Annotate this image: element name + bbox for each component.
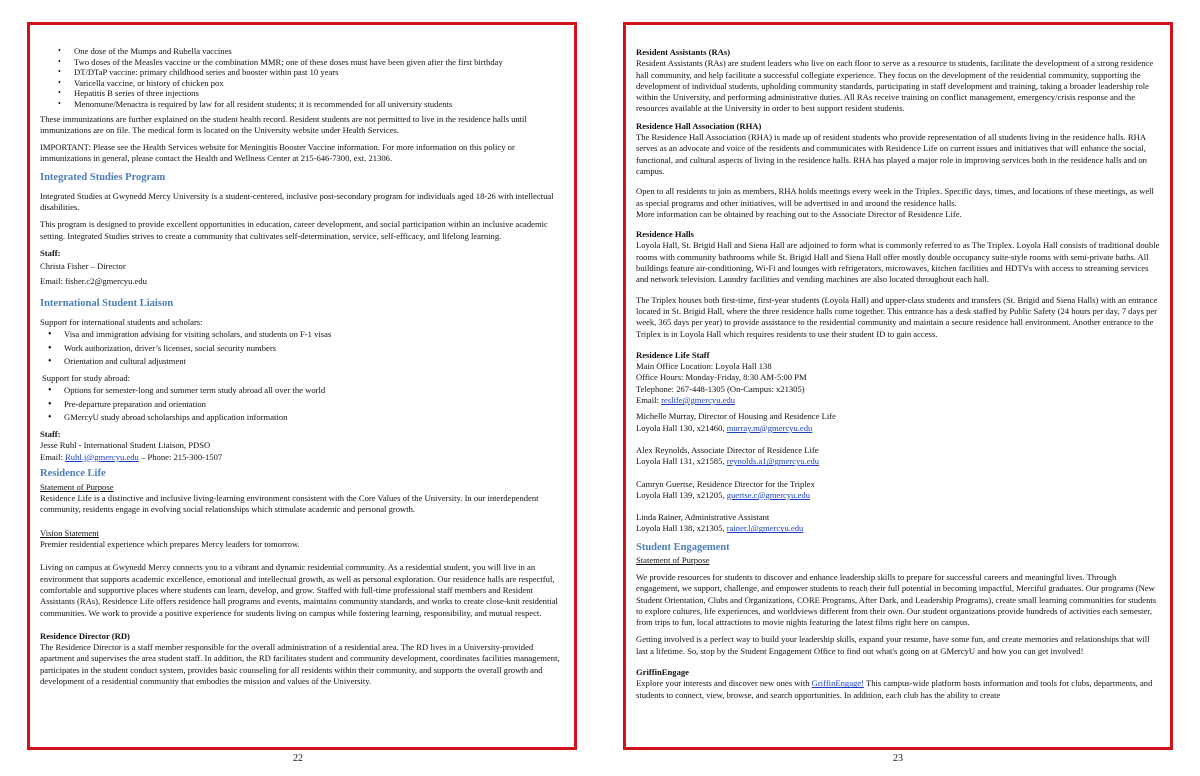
rha-open-text: Open to all residents to join as members, RHA holds meetings every week in the Triplex. Specific days, times, and locations of these meetings, as well as special programs and other initiatives, will be advertised in and around the residence halls. — [636, 186, 1154, 208]
list-item: • Work authorization, driver’s licenses, social security numbers — [40, 342, 566, 356]
integrated-studies-intro: Integrated Studies at Gwynedd Mercy University is a student-centered, inclusive post-secondary program for individuals aged 18-26 with intellectual disabilities. — [40, 190, 554, 213]
list-item: • Visa and immigration advising for visiting scholars, and students on F-1 visas — [40, 328, 566, 342]
rha-label: Residence Hall Association (RHA) — [636, 120, 762, 131]
staff-entry — [636, 411, 1160, 434]
list-item: • Menomune/Menactra is required by law for all resident students; it is recommended for all university students — [40, 99, 566, 110]
vision-label: Vision Statement — [40, 527, 99, 538]
halls-text: Loyola Hall, St. Brigid Hall and Siena Hall are adjoined to form what is commonly referred to as The Triplex. Loyola Hall consists of traditional double rooms with community bathrooms while St. Brigid Hall and Siena Hall offer mostly double occupancy suite-style rooms with semi-private baths. All buildings feature air-conditioning, Wi-Fi and lounges with refrigerators, microwaves, kitchen facilities and HDTVs with access to streaming services and network television. Laundry facilities and vending machines are also located throughout each hall. — [636, 240, 1160, 285]
staff-email-link[interactable]: rainer.l@gmercyu.edu — [726, 523, 804, 534]
rha-more-text: More information can be obtained by reaching out to the Associate Director of Residence Life. — [636, 208, 962, 219]
engagement-purpose-label: Statement of Purpose — [636, 554, 710, 565]
right-page — [623, 22, 1173, 750]
residence-life-heading: Residence Life — [40, 467, 106, 479]
griffinengage-text: Explore your interests and discover new ones with GriffinEngage! This campus-wide platform hosts information and tools for clubs, departments, and students to connect, view, browse, and search opportunities. In addition, each club has the ability to create — [636, 678, 1153, 700]
griffinengage-label: GriffinEngage — [636, 667, 689, 678]
list-item: • Hepatitis B series of three injections — [40, 88, 566, 99]
getting-involved-text: Getting involved is a perfect way to build your leadership skills, expand your resume, have some fun, and create memories and relationships that will last a lifetime. So, stop by the Student Engagement Office to find out what's going on at GMercyU and how you can get involved! — [636, 634, 1150, 656]
international-support-list — [40, 328, 566, 369]
immunization-note: These immunizations are further explained on the student health record. Resident students are not permitted to live in the residence halls until immunizations are on file. The medical form is located on the University website under Health Services. — [40, 113, 527, 135]
liaison-email-link[interactable]: Ruhl.j@gmercyu.edu — [65, 451, 139, 462]
residence-purpose-label: Statement of Purpose — [40, 481, 114, 492]
staff-entry — [636, 512, 1160, 535]
office-telephone: Telephone: 267-448-1305 (On-Campus: x21305) — [636, 383, 805, 394]
left-page — [27, 22, 577, 750]
living-on-campus-text: Living on campus at Gwynedd Mercy connects you to a vibrant and dynamic residential community. As a residential student, you will live in an environment that supports academic excellence, emotional and intellectual growth, as well as personal exploration. Our residence halls are respectful, comfortable and supportive places where students can learn, develop, and grow. Staffed with full-time professional staff members and Resident Assistants (RAs), Residence Life offers residence hall programs and events, maintains community standards, and works to create close-knit residential communities. We work to provide a positive experience for students living on campus while fostering learning, responsibility, and mutual respect. — [40, 562, 558, 618]
office-location: Main Office Location: Loyola Hall 138 — [636, 361, 772, 372]
list-item: • Options for semester-long and summer term study abroad all over the world — [40, 384, 566, 398]
staff-title: Alex Reynolds, Associate Director of Residence Life — [636, 444, 819, 455]
staff-title: Michelle Murray, Director of Housing and Residence Life — [636, 411, 836, 422]
vaccine-list — [40, 46, 566, 110]
res-life-staff-label: Residence Life Staff — [636, 349, 710, 360]
list-item: • One dose of the Mumps and Rubella vaccines — [40, 46, 566, 57]
international-liaison-heading: International Student Liaison — [40, 297, 174, 309]
halls-label: Residence Halls — [636, 229, 695, 240]
staff-email-link[interactable]: guertse.c@gmercyu.edu — [726, 489, 811, 500]
staff-title: Camryn Guertse, Residence Director for the Triplex — [636, 478, 815, 489]
staff-detail: Loyola Hall 139, x21205, guertse.c@gmercyu.edu — [636, 489, 811, 500]
list-item: • Pre-departure preparation and orientation — [40, 398, 566, 412]
ra-label: Resident Assistants (RAs) — [636, 47, 731, 57]
staff-detail: Loyola Hall 130, x21460, murray.m@gmercyu.edu — [636, 422, 813, 433]
integrated-staff-label: Staff: — [40, 247, 61, 258]
vision-text: Premier residential experience which prepares Mercy leaders for tomorrow. — [40, 539, 300, 550]
integrated-studies-heading: Integrated Studies Program — [40, 171, 166, 183]
page-number-left: 22 — [293, 753, 303, 764]
staff-detail: Loyola Hall 131, x21585, reynolds.a1@gmercyu.edu — [636, 456, 820, 467]
international-staff-label: Staff: — [40, 428, 61, 439]
staff-detail: Loyola Hall 138, x21305, rainer.l@gmercyu.edu — [636, 523, 804, 534]
international-contact: Email: Ruhl.j@gmercyu.edu – Phone: 215-300-1507 — [40, 451, 223, 462]
list-item: • GMercyU study abroad scholarships and application information — [40, 411, 566, 425]
staff-email-link[interactable]: reynolds.a1@gmercyu.edu — [726, 456, 820, 467]
ra-text: Resident Assistants (RAs) are student leaders who live on each floor to serve as a resource to students, facilitate the development of a strong residence hall community, and help facilitate a successful collegiate experience. They focus on the development of the residential community, supporting the development of individual students, upholding community standards, participating in staff development and training, taking a broader leadership role within the University, and performing administrative duties. All RAs receive training on conflict management, emergency/crisis response and the resources available at the University in order to best support resident students. — [636, 58, 1154, 114]
office-hours: Office Hours: Monday-Friday, 8:30 AM-5:00 PM — [636, 372, 807, 383]
list-item: • Two doses of the Measles vaccine or the combination MMR; one of these doses must have been given after the first birthday — [40, 57, 566, 68]
reslife-email-link[interactable]: reslife@gmercyu.edu — [661, 395, 736, 406]
list-item: • Orientation and cultural adjustment — [40, 355, 566, 369]
rd-text: The Residence Director is a staff member responsible for the overall administration of a residential area. The RD lives in a University-provided apartment and supervises the area student staff. In addition, the RD facilitates student and community development, coordinates facilities management, participates in the student conduct system, provides basic counseling for all residents within their community, and supports the overall growth and development of a residential community that embodies the mission and values of the University. — [40, 642, 560, 687]
integrated-staff-email: Email: fisher.c2@gmercyu.edu — [40, 275, 147, 286]
international-support-label: Support for international students and scholars: — [40, 316, 203, 327]
integrated-studies-description: This program is designed to provide excellent opportunities in education, career development, and social participation within an inclusive academic setting. Integrated Studies strives to create a community that cultivates self-determination, service, self-efficacy, and lifelong learning. — [40, 219, 548, 241]
office-email: Email: reslife@gmercyu.edu — [636, 395, 736, 406]
study-abroad-list — [40, 384, 566, 425]
list-item: • Varicella vaccine, or history of chicken pox — [40, 78, 566, 89]
staff-entry — [636, 479, 1160, 502]
study-abroad-label: Support for study abroad: — [42, 372, 131, 383]
rha-text: The Residence Hall Association (RHA) is made up of resident students who provide representation of all students living in the residence halls. RHA serves as an advocate and voice of the residents and communicates with Residence Life on current issues and initiatives that will enhance the social, functional, and cultural aspects of living in the residence halls. RHA has played a major role in improving services both in the residence halls and on campus. — [636, 132, 1147, 176]
staff-title: Linda Rainer, Administrative Assistant — [636, 512, 770, 523]
rd-label: Residence Director (RD) — [40, 630, 130, 641]
staff-entry — [636, 445, 1160, 468]
residence-purpose-text: Residence Life is a distinctive and inclusive living-learning environment consistent with the Core Values of the University. In our interdependent community, residents engage in evolving social relationships which stimulate academic and personal growth. — [40, 493, 539, 515]
page-number-right: 23 — [893, 753, 903, 764]
student-engagement-heading: Student Engagement — [636, 541, 730, 553]
international-staff-line: Jesse Ruhl - International Student Liaison, PDSO — [40, 440, 211, 451]
engagement-text: We provide resources for students to discover and enhance leadership skills to prepare for successful careers and meaningful lives. Through engagement, we support, challenge, and empower students to reach their full potential in becoming impactful, Merciful graduates. Our programs (New Student Orientation, Clubs and Organizations, CORE Programs, After Dark, and Leadership Programs), create small learning communities for students to explore cultures, life experiences, and worldviews different from their own. Our student organizations provide hundreds of activities each semester, from trips to fun, local attractions to movie nights featuring the latest films right here on campus. — [636, 571, 1157, 628]
triplex-text: The Triplex houses both first-time, first-year students (Loyola Hall) and upper-class students and transfers (St. Brigid and Siena Halls) with an entrance located in St. Brigid Hall, where the three residence halls come together. This entrance has a desk staffed by Public Safety (24 hours per day, 7 days per week, 365 days per year) to provide assistance to the residential community and maintain a secure residence hall environment. Another entrance to the Triplex is in Loyola Hall which requires residents to use their student ID to gain access. — [636, 294, 1158, 339]
griffinengage-link[interactable]: GriffinEngage! — [811, 678, 864, 689]
integrated-staff-name: Christa Fisher – Director — [40, 261, 126, 272]
list-item: • DT/DTaP vaccine: primary childhood series and booster within past 10 years — [40, 67, 566, 78]
important-note: IMPORTANT: Please see the Health Services website for Meningitis Booster Vaccine information. For more information on this policy or immunizations in general, please contact the Health and Wellness Center at 215-646-7300, ext. 21306. — [40, 142, 515, 164]
staff-email-link[interactable]: murray.m@gmercyu.edu — [726, 422, 813, 433]
